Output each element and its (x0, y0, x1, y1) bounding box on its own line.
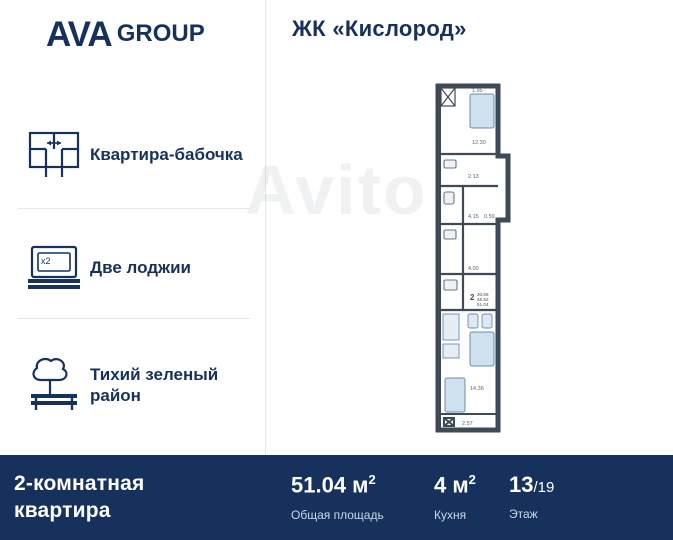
apartment-type-line2: квартира (14, 498, 111, 522)
svg-text:4.00: 4.00 (468, 266, 479, 272)
stat-label: Кухня (434, 507, 467, 522)
logo-word: GROUP (116, 20, 205, 47)
watermark: Avito (245, 151, 428, 229)
stat-label: Общая площадь (291, 507, 384, 522)
divider (18, 318, 250, 319)
green-district-icon (18, 354, 90, 416)
brand-logo (46, 14, 205, 54)
summary-footer (0, 455, 673, 540)
feature-label: Две лоджии (90, 258, 191, 278)
apartment-type (14, 471, 144, 525)
stat-value: 13/19 (509, 472, 555, 497)
stat-floor (509, 473, 554, 521)
stat-kitchen-area (434, 473, 476, 522)
features-panel (0, 0, 265, 455)
svg-text:14.36: 14.36 (470, 386, 484, 392)
feature-label: Тихий зеленый район (90, 364, 219, 405)
butterfly-apartment-icon (18, 127, 90, 183)
divider-vertical (265, 0, 266, 455)
feature-butterfly-apartment (18, 110, 250, 200)
page-title: ЖК «Кислород» (292, 16, 467, 41)
svg-text:4.15: 4.15 (468, 214, 479, 220)
stat-total-area (291, 473, 384, 522)
floor-plan (420, 78, 530, 448)
stat-label: Этаж (509, 507, 538, 522)
two-loggias-icon (18, 241, 90, 295)
feature-label: Квартира-бабочка (90, 145, 243, 165)
svg-text:46.52: 46.52 (477, 297, 489, 302)
svg-text:x2: x2 (41, 256, 51, 266)
feature-green-district (18, 340, 250, 430)
logo-mark: AVA (46, 14, 112, 54)
apartment-type-line1: 2-комнатная (14, 472, 145, 495)
divider (18, 208, 250, 209)
stat-value: 4 $м^2$ (434, 472, 476, 498)
svg-text:2.57: 2.57 (462, 421, 473, 427)
stat-value: 51.04 $м^2$ (291, 472, 376, 498)
svg-text:1.95: 1.95 (472, 88, 483, 94)
svg-text:2.13: 2.13 (468, 174, 479, 180)
svg-text:12.30: 12.30 (472, 140, 486, 146)
svg-text:0.59: 0.59 (484, 214, 495, 220)
svg-text:2: 2 (470, 293, 475, 302)
feature-two-loggias (18, 228, 250, 308)
svg-text:20.66: 20.66 (477, 292, 489, 297)
svg-text:51.04: 51.04 (477, 302, 489, 307)
